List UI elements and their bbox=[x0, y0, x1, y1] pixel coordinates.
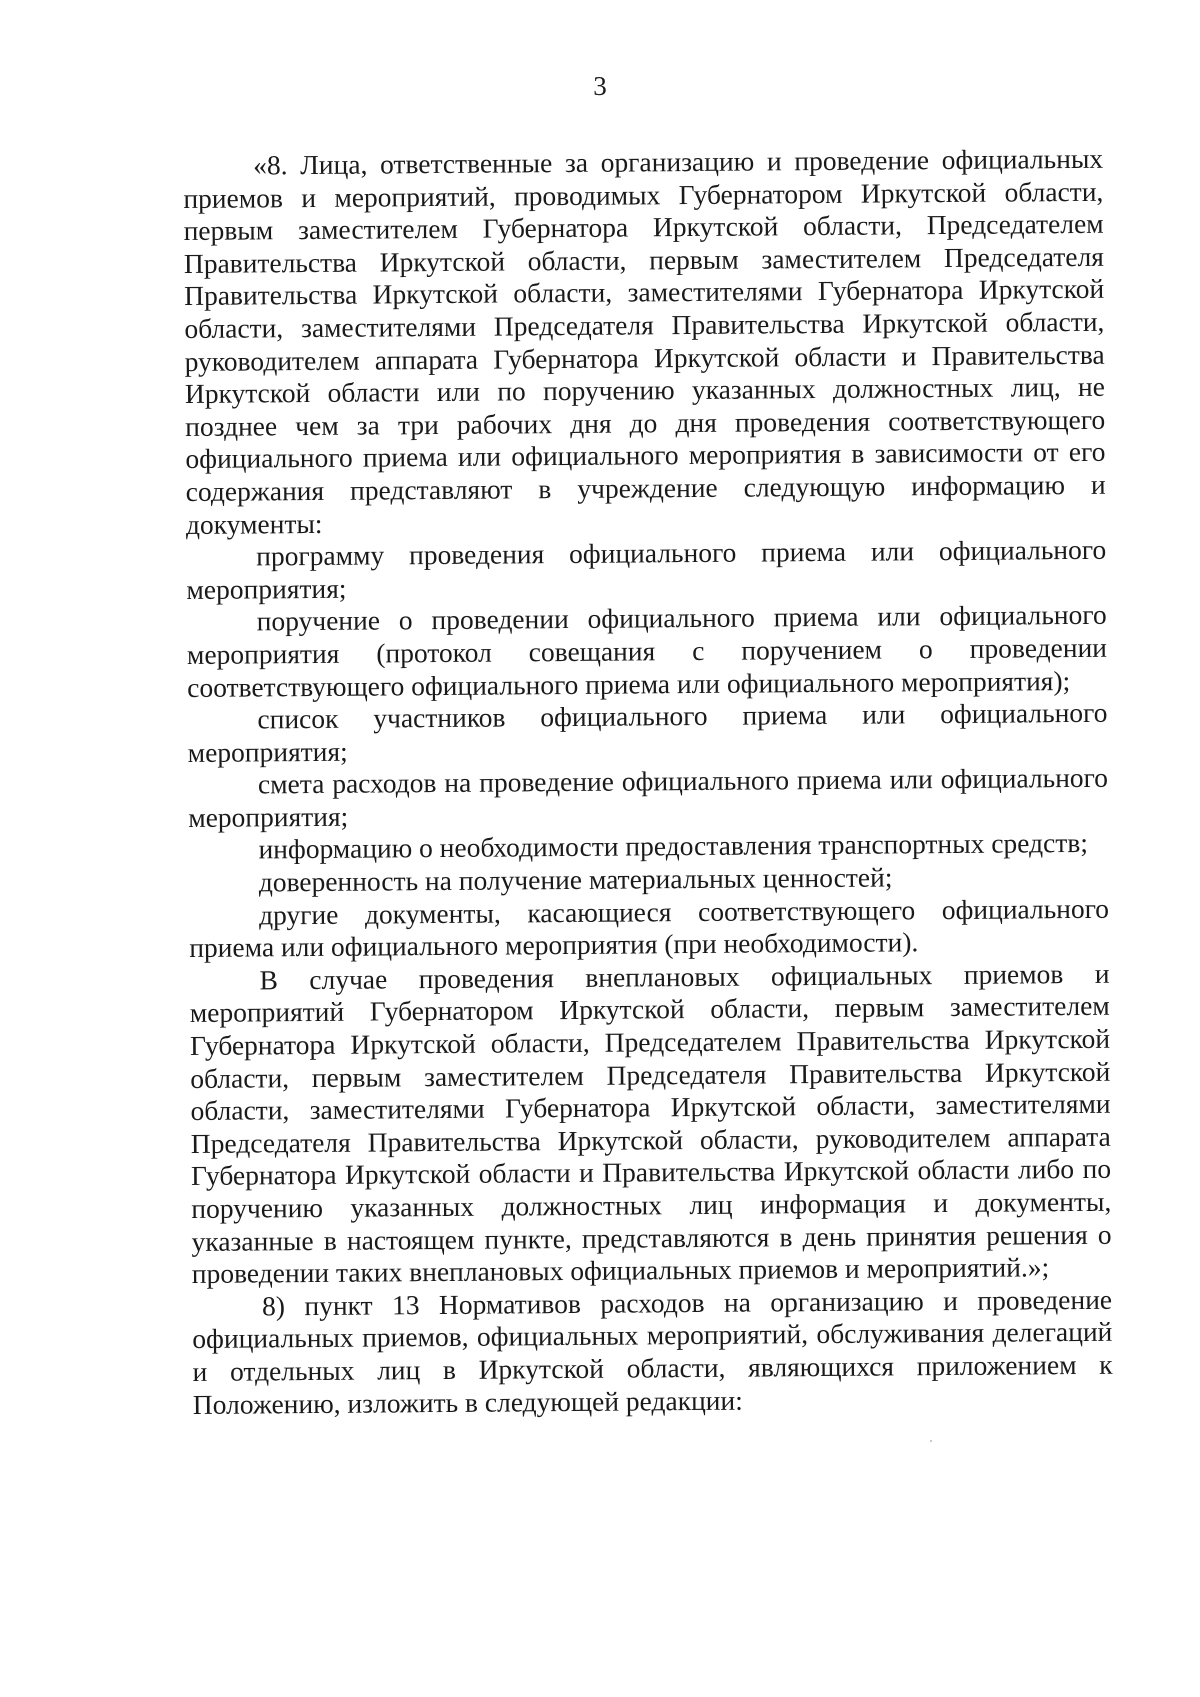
paragraph-power-of-attorney: доверенность на получение материальных ценностей; bbox=[258, 861, 893, 898]
page-number: 3 bbox=[593, 71, 607, 101]
paragraph-item-8-intro: «8. Лица, ответственные за организацию и проведение официальных приемов и мероприятий, проводимых Губернатором Иркутской области, первым заместителем Губернатора Иркутской области, Председателем Правительства Иркутской области, первым заместителем Председателя Правительства Иркутской области, заместителями Губернатора Иркутской области, заместителями Председателя Правительства Иркутской области, руководителем аппарата Губернатора Иркутской области и Правительства Иркутской области или по поручению указанных должностных лиц, не позднее чем за три рабочих дня до дня проведения соответствующего официального приема или официального мероприятия в зависимости от его содержания представляют в учреждение следующую информацию и документы: bbox=[183, 142, 1106, 540]
document-body bbox=[183, 143, 1113, 1421]
paragraph-cost-estimate: смета расходов на проведение официального приема или официального мероприятия; bbox=[188, 762, 1109, 833]
paragraph-transport-info: информацию о необходимости предоставления транспортных средств; bbox=[258, 827, 1089, 865]
paragraph-other-documents: другие документы, касающиеся соответствующего официального приема или официального мероприятия (при необходимости). bbox=[189, 892, 1110, 964]
paragraph-unplanned-events: В случае проведения внеплановых официальных приемов и мероприятий Губернатором Иркутской области, первым заместителем Губернатора Иркутской области, Председателем Правительства Иркутской области, первым заместителем Председателя Правительства Иркутской области, заместителями Губернатора Иркутской области, заместителями Председателя Правительства Иркутской области, руководителем аппарата Губернатора Иркутской области и Правительства Иркутской области либо по поручению указанных должностных лиц информация и документы, указанные в настоящем пункте, представляются в день принятия решения о проведении таких внеплановых официальных приемов и мероприятий.»; bbox=[189, 957, 1112, 1290]
scan-speck bbox=[930, 1440, 932, 1442]
paragraph-participants-list: список участников официального приема или официального мероприятия; bbox=[187, 696, 1108, 768]
paragraph-order: поручение о проведении официального приема или официального мероприятия (протокол совещания с поручением о проведении соответствующего официального приема или официального мероприятия); bbox=[186, 599, 1108, 703]
paragraph-item-8-amendment: 8) пункт 13 Нормативов расходов на организацию и проведение официальных приемов, официальных мероприятий, обслуживания делегаций и отдельных лиц в Иркутской области, являющихся приложением к Положению, изложить в следующей редакции: bbox=[192, 1283, 1113, 1420]
paragraph-program: программу проведения официального приема или официального мероприятия; bbox=[186, 533, 1107, 605]
